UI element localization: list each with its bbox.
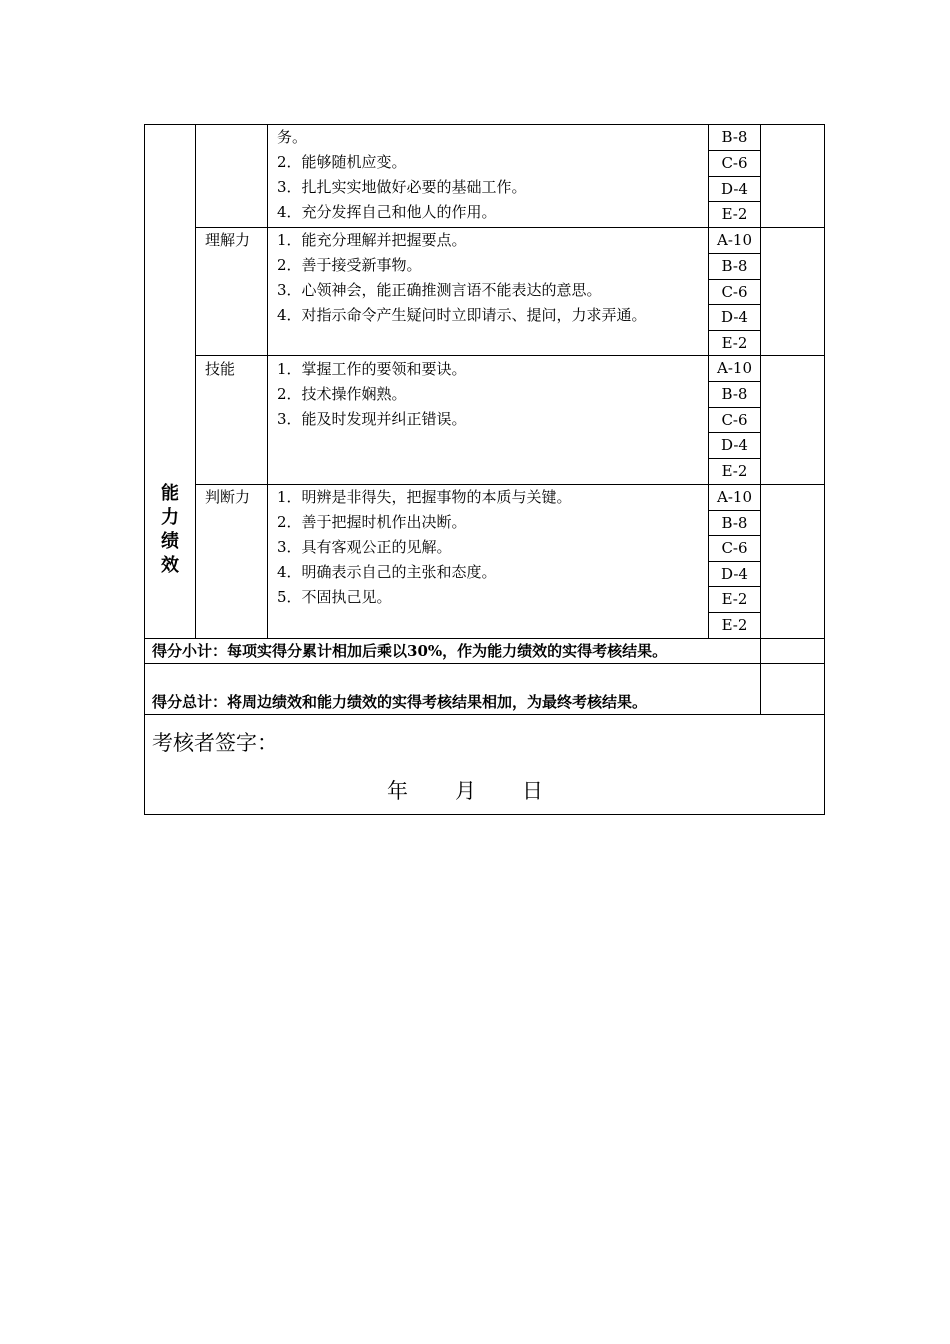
- category-label: 技能: [205, 360, 236, 378]
- section-label-char: 效: [161, 555, 179, 576]
- subtotal-score-cell[interactable]: [761, 639, 824, 663]
- grade-option: E-2: [721, 590, 748, 608]
- score-cell[interactable]: [761, 356, 824, 484]
- grade-option: B-8: [721, 257, 748, 275]
- grade-option: E-2: [721, 616, 748, 634]
- grade-option: C-6: [721, 411, 748, 429]
- signature-area[interactable]: [290, 725, 810, 761]
- criterion-line: 务。: [277, 128, 308, 146]
- grade-option: D-4: [721, 308, 748, 326]
- score-cell[interactable]: [761, 485, 824, 638]
- grade-option: D-4: [721, 180, 748, 198]
- grade-option: C-6: [721, 283, 748, 301]
- grade-option: A-10: [717, 231, 752, 249]
- grade-option: D-4: [721, 565, 748, 583]
- criterion-line: 2．能够随机应变。: [277, 153, 407, 171]
- criterion-line: 4．充分发挥自己和他人的作用。: [277, 203, 497, 221]
- date-month-label: 月: [455, 779, 476, 803]
- category-label: 判断力: [205, 488, 251, 506]
- grade-option: E-2: [721, 334, 748, 352]
- grade-option: A-10: [717, 359, 752, 377]
- criterion-line: 3．能及时发现并纠正错误。: [277, 410, 467, 428]
- criterion-line: 3．扎扎实实地做好必要的基础工作。: [277, 178, 527, 196]
- criterion-line: 5．不固执己见。: [277, 588, 392, 606]
- grade-option: E-2: [721, 205, 748, 223]
- grade-option: B-8: [721, 128, 748, 146]
- section-label-char: 绩: [161, 531, 179, 552]
- criterion-line: 1．能充分理解并把握要点。: [277, 231, 467, 249]
- criterion-line: 1．明辨是非得失，把握事物的本质与关键。: [277, 488, 572, 506]
- grade-option: B-8: [721, 385, 748, 403]
- total-text: 得分总计：将周边绩效和能力绩效的实得考核结果相加，为最终考核结果。: [152, 693, 648, 711]
- grade-option: C-6: [721, 539, 748, 557]
- score-cell[interactable]: [761, 228, 824, 355]
- total-score-cell[interactable]: [761, 664, 824, 714]
- signature-label: 考核者签字：: [152, 731, 278, 755]
- criterion-line: 3．心领神会，能正确推测言语不能表达的意思。: [277, 281, 602, 299]
- section-label-char: 能: [161, 483, 179, 504]
- date-year-label: 年: [387, 779, 408, 803]
- criterion-line: 2．善于接受新事物。: [277, 256, 422, 274]
- criterion-line: 2．技术操作娴熟。: [277, 385, 407, 403]
- criterion-line: 1．掌握工作的要领和要诀。: [277, 360, 467, 378]
- criterion-line: 2．善于把握时机作出决断。: [277, 513, 467, 531]
- grade-option: D-4: [721, 436, 748, 454]
- grade-option: C-6: [721, 154, 748, 172]
- grade-option: E-2: [721, 462, 748, 480]
- subtotal-text: 得分小计：每项实得分累计相加后乘以30%，作为能力绩效的实得考核结果。: [152, 642, 668, 660]
- section-label-ability-performance: [146, 482, 194, 578]
- score-cell[interactable]: [761, 125, 824, 227]
- grade-option: A-10: [717, 488, 752, 506]
- criterion-line: 4．明确表示自己的主张和态度。: [277, 563, 497, 581]
- grade-option: B-8: [721, 514, 748, 532]
- criterion-line: 4．对指示命令产生疑问时立即请示、提问，力求弄通。: [277, 306, 647, 324]
- date-day-label: 日: [522, 779, 543, 803]
- section-label-char: 力: [161, 507, 179, 528]
- criterion-line: 3．具有客观公正的见解。: [277, 538, 452, 556]
- category-label: 理解力: [205, 231, 251, 249]
